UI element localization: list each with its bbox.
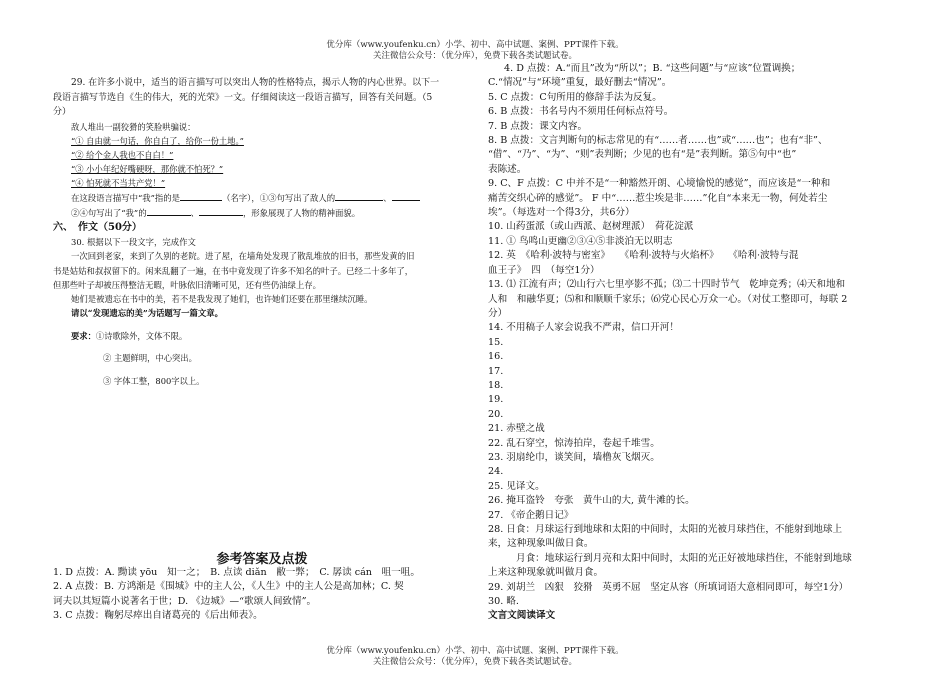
q29-quote-3: “③ 小小年纪好嘴硬呀，那你就不怕死？” [71,163,224,174]
answer-4-line-1: 4. D 点拨：A.“而且”改为“所以”；B. “这些问题”与“应该”位置调换； [504,63,801,74]
q30-para1-line-1: 一次回到老家，来到了久别的老院。进了屋，在墙角处发现了散乱堆放的旧书，那些发黄的旧 [71,251,415,262]
q29-line-2: 段语言描写节选自《生的伟大，死的光荣》一文。仔细阅读这一段语言描写，回答有关问题。（5 [53,92,433,103]
requirement-2: ② 主题鲜明，中心突出。 [103,353,197,364]
answer-blank[interactable] [335,190,383,201]
answer-26: 26. 掩耳盗铃 夸张 黄牛山的大, 黄牛滩的长。 [488,495,695,507]
answer-13-line-1: 13. ⑴ 江流有声；⑵山行六七里亭影不孤；⑶二十四时节气 乾坤竞秀；⑷天和地和 [488,279,846,291]
answer-22: 22. 乱石穿空，惊涛拍岸，卷起千堆雪。 [488,437,660,449]
answer-blank[interactable] [147,205,191,216]
answer-28-line-2: 来，这种现象叫做日食。 [488,538,594,550]
requirement-label: 要求： [71,330,96,341]
q29-ask-2: ②④句写出了“我”的 、 ，形象展现了人物的精神面貌。 [53,205,471,220]
answer-13-line-3: 分） [488,307,508,319]
translation-heading: 文言文阅读译文 [488,610,556,622]
answer-30: 30. 略. [488,596,519,608]
answers-title: 参考答案及点拨 [216,552,308,567]
answer-23: 23. 羽扇纶巾，谈笑间，墙橹灰飞烟灭。 [488,451,660,463]
answer-21: 21. 赤壁之战 [488,423,545,435]
answer-1: 1. D 点拨：A. 黝读 yōu 知一之； B. 点读 diǎn 敝一弊； C. 孱读 cán 咀一咀。 [53,567,420,578]
answer-13-line-2: 人和 和融华夏；⑸和和顺顺千家乐；⑹党心民心万众一心。（对仗工整即可，每联 2 [488,293,848,305]
q29-ask-2-post: ，形象展现了人物的精神面貌。 [242,207,361,218]
answers-left-block [53,566,471,624]
answer-15: 15. [488,336,504,348]
page-header [0,40,950,62]
answer-10: 10. 山药蛋派（或山西派、赵树理派） 荷花淀派 [488,221,694,233]
answer-8-line-2: “借”、“乃”、“为”、“则”表判断；少见的也有“是”表判断。第⑤句中“也” [488,149,797,161]
answer-14: 14. 不用稿子人家会说我不严肃，信口开河！ [488,322,679,334]
answer-blank[interactable] [199,205,243,216]
answer-19: 19. [488,394,504,406]
answer-3: 3. C 点拨：鞠躬尽瘁出自诸葛亮的《后出师表》。 [53,610,263,622]
answer-27: 27. 《帝企鹅日记》 [488,509,574,521]
answer-11: 11. ① 鸟鸣山更幽②③④⑤非淡泊无以明志 [488,235,673,247]
q29-ask-1-pre: 在这段语言描写中“我”指的是 [71,192,181,203]
q29-intro: 敌人堆出一副狡猾的笑脸哄骗说： [71,121,196,132]
answer-5: 5. C 点拨：C句所用的修辞手法为反复。 [488,91,662,103]
answer-2-line-2: 诃夫以其短篇小说著名于世；D. 《边城》—“歌颂人间致情”。 [53,595,317,607]
q30-para2: 她们是被遗忘在书中的美，若不是我发现了她们，也许她们还要在那里继续沉睡。 [71,294,373,304]
answer-28-line-4: 上来这种现象就叫做月食。 [488,567,604,579]
answer-9-line-3: 埃”。（每选对一个得3分，共6分） [488,207,635,219]
answer-4-line-2: C.“情况”与“环境”重复，最好删去“情况”。 [488,77,672,89]
answer-12-line-2: 血王子》 四 （每空1分） [488,264,600,276]
q29-ask-1-post: （名字），①③句写出了敌人的 [222,192,336,203]
q29-ask-2-pre: ②④句写出了“我”的 [71,207,147,218]
answer-28-line-1: 28. 日食：月球运行到地球和太阳的中间时，太阳的光被月球挡住，不能射到地球上 [488,524,843,535]
answer-18: 18. [488,379,504,391]
q29-line-1: 29. 在许多小说中，适当的语言描写可以突出人物的性格特点，揭示人物的内心世界。以下一 [71,78,440,88]
answer-7: 7. B 点拨：课文内容。 [488,120,588,132]
header-line-1: 优分库（www.youfenku.cn）小学、初中、高中试题、案例、PPT课件下载。 [326,40,624,50]
left-column [53,76,471,396]
answer-16: 16. [488,351,504,363]
answer-blank[interactable] [180,190,222,201]
q29-quote-4: “④ 怕死就不当共产党！” [71,177,166,188]
section-6-heading: 六、 作文（50分） [53,222,142,234]
answer-blank[interactable] [392,190,420,201]
q29-ask-1: 在这段语言描写中“我”指的是 （名字），①③句写出了敌人的 、 [53,190,471,205]
answer-8-line-3: 表陈述。 [488,163,527,175]
q29-line-3: 分） [53,107,72,118]
requirement-text-1: ①诗歌除外，文体不限。 [95,330,188,341]
answer-2-line-1: 2. A 点拨：B. 方鸿渐是《围城》中的主人公，《人生》中的主人公是高加林；C. 契 [53,581,404,593]
q29-quote-2: “② 给个金人我也不自白！” [71,149,174,160]
requirement-3: ③ 字体工整，800字以上。 [103,375,205,386]
q30-para1-line-3: 但那些叶子却被压得整洁无暇，叶脉依旧清晰可见，还有些仍油绿上存。 [53,279,321,290]
footer-line-2: 关注微信公众号：（优分库），免费下载各类试题试卷。 [372,657,577,667]
requirement-1 [53,329,471,343]
answer-20: 20. [488,408,504,420]
q30-prompt: 请以“发现遗忘的美”为话题写一篇文章。 [71,308,224,319]
footer-line-1: 优分库（www.youfenku.cn）小学、初中、高中试题、案例、PPT课件下载。 [326,646,624,656]
q29-quote-1: “① 自由就一句话，你自白了，给你一份土地。” [71,135,244,146]
q30-para1-line-2: 书是姑姑和叔叔留下的。闲来乱翻了一遍，在书中竟发现了许多不知名的叶子。已经二十多年了， [53,265,414,276]
answer-8-line-1: 8. B 点拨：文言判断句的标志常见的有“……者……也”或“……也”；也有“非”、 [488,135,828,147]
answer-17: 17. [488,365,504,377]
answer-12-line-1: 12. 英 《哈利·波特与密室》 《哈利·波特与火焰杯》 《哈利·波特与混 [488,250,799,262]
answer-28-line-3: 月食：地球运行到月亮和太阳中间时，太阳的光正好被地球挡住，不能射到地球 [516,552,852,564]
right-column [488,62,892,624]
answer-29: 29. 刘胡兰 凶狠 狡猾 英勇不屈 坚定从容（所填词语大意相同即可，每空1分） [488,581,849,593]
answer-25: 25. 见译文。 [488,480,545,492]
answer-6: 6. B 点拨：书名号内不须用任何标点符号。 [488,106,674,118]
answer-9-line-1: 9. C、F 点拨：C 中并不是“一种豁然开朗、心境愉悦的感觉”，而应该是“一种和 [488,178,831,190]
q30-title: 30. 根据以下一段文字，完成作文 [71,237,196,248]
header-line-2: 关注微信公众号：（优分库），免费下载各类试题试卷。 [372,51,577,61]
answer-9-line-2: 痛苦交织心碎的感觉”。 F 中“……惹尘埃是非……”化自“本来无一物，何处若尘 [488,192,828,204]
answer-24: 24. [488,466,504,478]
page-footer [0,646,950,668]
